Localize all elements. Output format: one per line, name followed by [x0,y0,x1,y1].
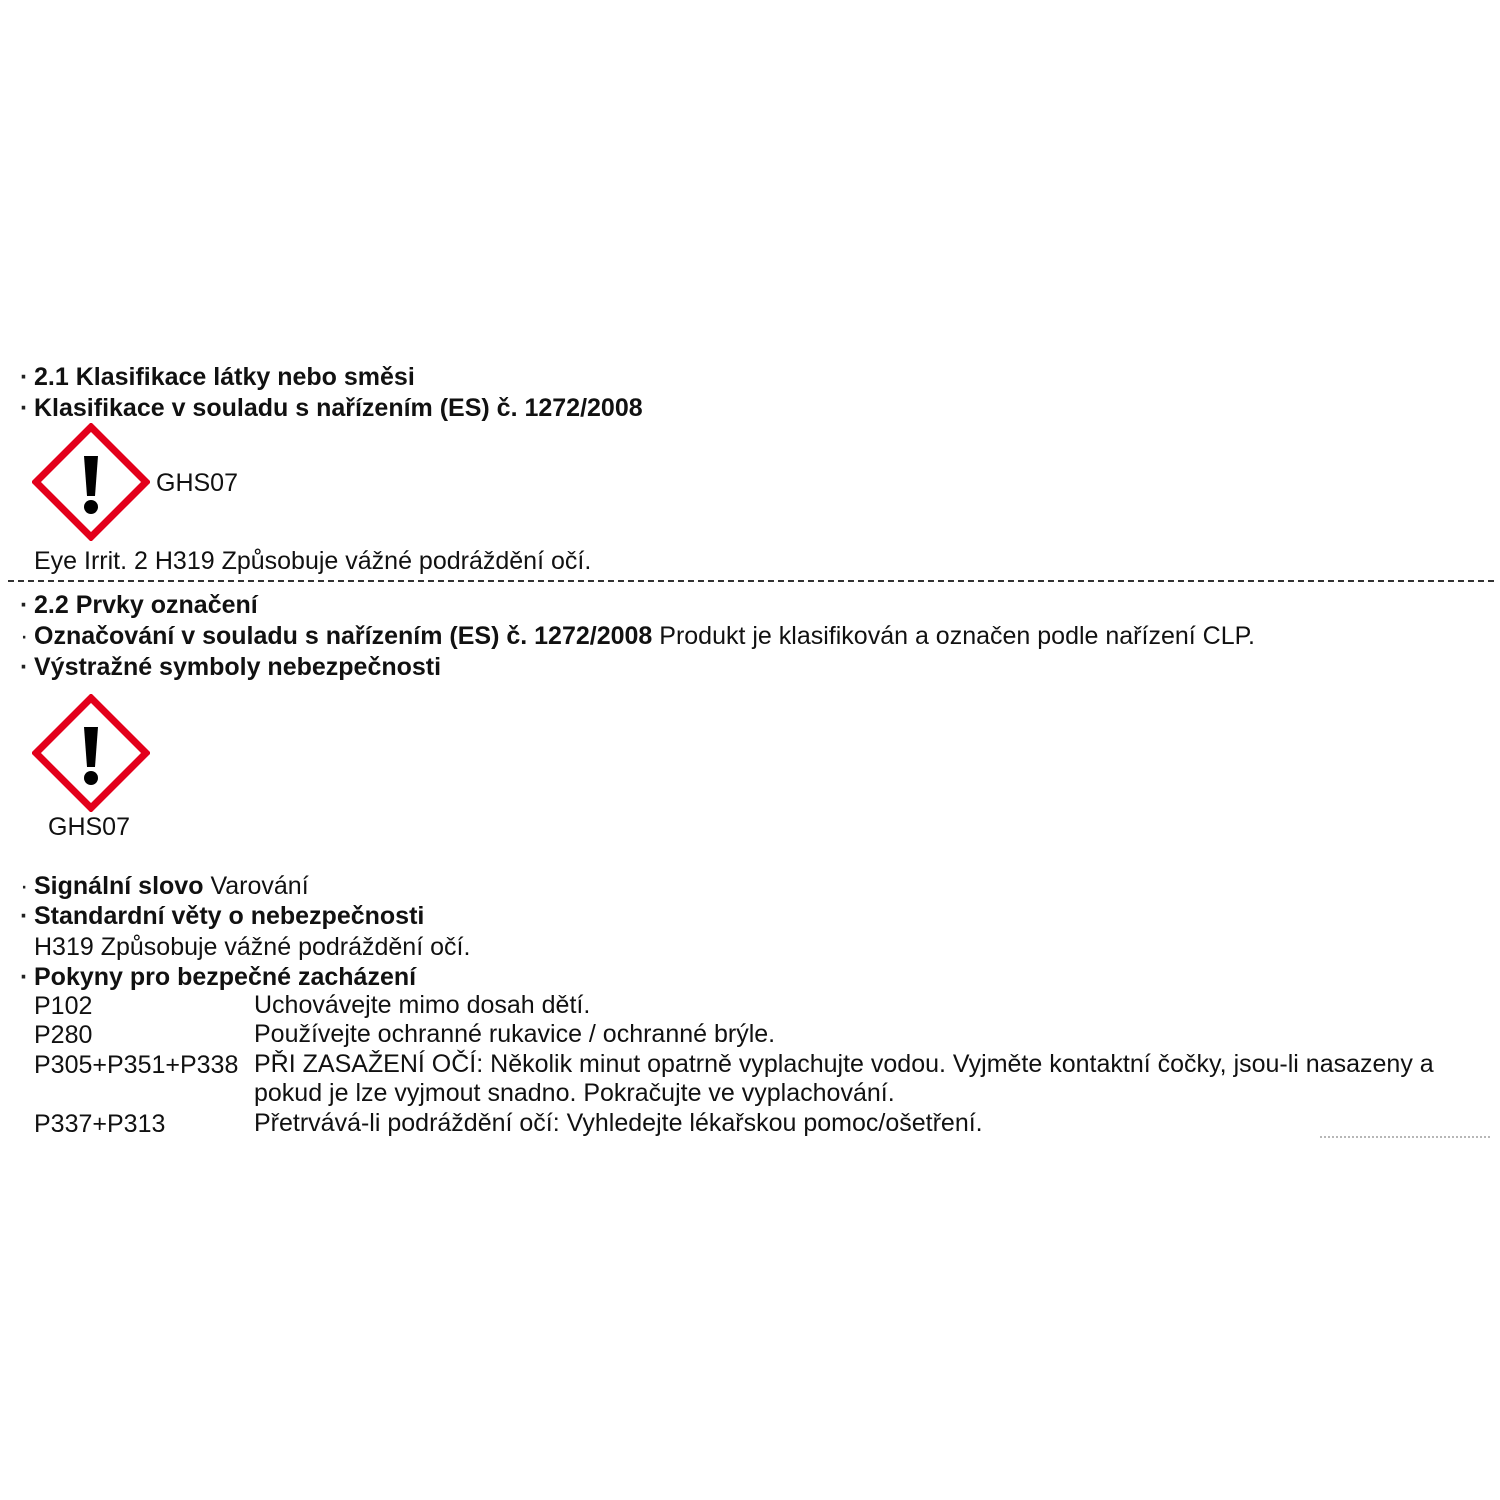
section-2-1-subheading: · Klasifikace v souladu s nařízením (ES) č. 1272/2008 [20,394,643,422]
signal-word-value: Varování [210,872,309,900]
section-2-1-subheading-text: Klasifikace v souladu s nařízením (ES) č. 1272/2008 [34,394,643,422]
page-continuation-mark [1320,1136,1490,1144]
classification-statement: Eye Irrit. 2 H319 Způsobuje vážné podráždění očí. [34,547,592,575]
labelling-line: · Označování v souladu s nařízením (ES) č. 1272/2008 Produkt je klasifikován a označen podle nařízení CLP. [20,622,1256,650]
hazard-statement: H319 Způsobuje vážné podráždění očí. [34,933,471,961]
precaution-code: P337+P313 [34,1110,166,1138]
labelling-label: Označování v souladu s nařízením (ES) č. 1272/2008 [34,622,653,650]
section-2-2-heading-text: 2.2 Prvky označení [34,591,258,619]
signal-word-label: Signální slovo [34,872,204,900]
precautionary-label: Pokyny pro bezpečné zacházení [34,963,417,991]
section-2-1-heading-text: 2.1 Klasifikace látky nebo směsi [34,363,415,391]
pictogram-code-label: GHS07 [156,469,238,497]
hazard-statements-label: Standardní věty o nebezpečnosti [34,902,425,930]
exclamation-mark-diamond-icon [32,694,150,812]
precaution-text: Přetrvává-li podráždění očí: Vyhledejte lékařskou pomoc/ošetření. [254,1109,983,1137]
section-2-1-heading: · 2.1 Klasifikace látky nebo směsi [20,363,415,391]
hazard-statements-heading: · Standardní věty o nebezpečnosti [20,902,425,930]
hazard-symbols-heading: · Výstražné symboly nebezpečnosti [20,653,442,681]
precaution-code: P305+P351+P338 [34,1051,239,1079]
precaution-text: PŘI ZASAŽENÍ OČÍ: Několik minut opatrně vyplachujte vodou. Vyjměte kontaktní čočky, jsou-li nasazeny a pokud je lze vyjmout snadno. Pokračujte ve vyplachování. [254,1050,1434,1107]
exclamation-mark-diamond-icon [32,423,150,541]
section-divider [8,580,1494,582]
hazard-symbols-label: Výstražné symboly nebezpečnosti [34,653,442,681]
pictogram-code-label: GHS07 [48,813,130,841]
section-2-2-heading: · 2.2 Prvky označení [20,591,258,619]
precaution-code: P102 [34,992,93,1020]
precaution-code: P280 [34,1021,93,1049]
precaution-text: Používejte ochranné rukavice / ochranné brýle. [254,1020,776,1048]
labelling-text: Produkt je klasifikován a označen podle nařízení CLP. [659,622,1256,650]
precaution-text: Uchovávejte mimo dosah dětí. [254,991,591,1019]
signal-word-line: · Signální slovo Varování [20,872,309,900]
precautionary-heading: · Pokyny pro bezpečné zacházení [20,963,417,991]
